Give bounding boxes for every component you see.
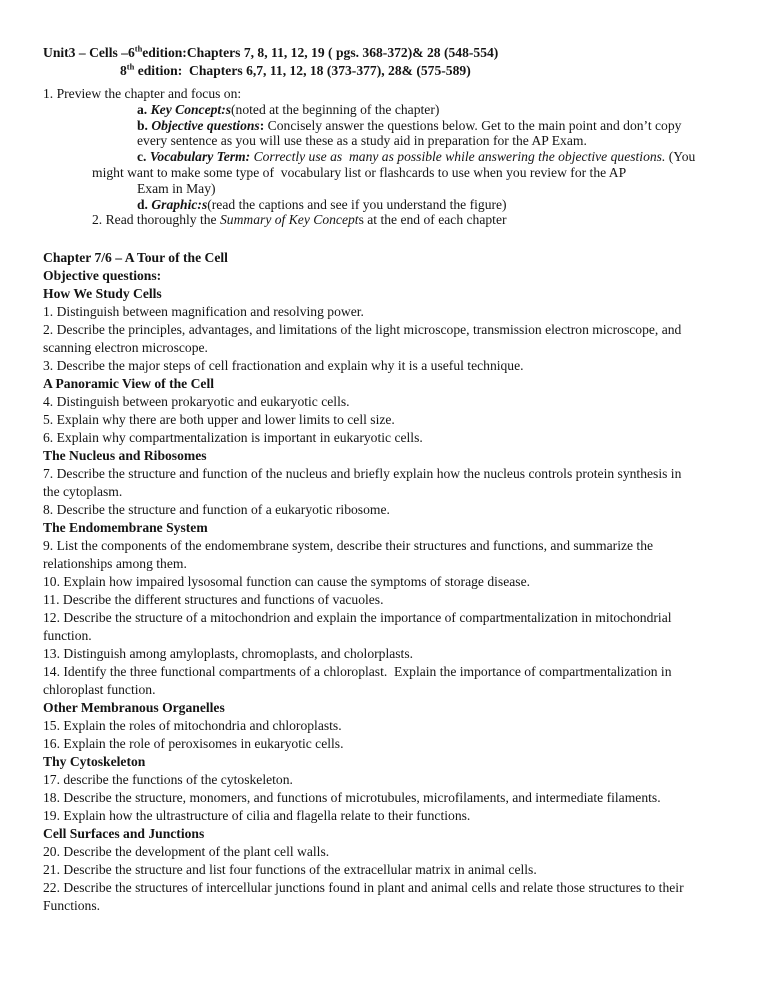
question-line [43,879,744,897]
instruction-1b [137,118,744,134]
text-run: 4. Distinguish between prokaryotic and eukaryotic cells. [43,394,350,410]
question-line [43,357,744,375]
text-run: s at the end of each chapter [358,212,507,228]
instruction-1d [137,197,744,213]
text-run: Thy Cytoskeleton [43,754,146,770]
text-run: edition: Chapters 6,7, 11, 12, 18 (373-377), 28& (575-589) [134,63,471,78]
question-line [43,465,744,483]
question-line-cont [43,483,744,501]
question-line [43,663,744,681]
question-line [43,789,744,807]
question-line-cont [43,627,744,645]
text-run: (read the captions and see if you understand the figure) [207,196,507,212]
text-run: 17. describe the functions of the cytoskeleton. [43,772,293,788]
text-run: 7. Describe the structure and function of the nucleus and briefly explain how the nucleus controls protein synthesis in [43,466,682,482]
text-run: 13. Distinguish among amyloplasts, chromoplasts, and cholorplasts. [43,646,414,662]
text-run: 18. Describe the structure, monomers, and functions of microtubules, microfilaments, and intermediate filaments. [43,790,661,806]
text-run: 15. Explain the roles of mitochondria and chloroplasts. [43,718,342,734]
text-run: Graphic:s [151,196,208,212]
question-line [43,771,744,789]
question-line [43,645,744,663]
text-run: 16. Explain the role of peroxisomes in eukaryotic cells. [43,736,344,752]
text-run: 19. Explain how the ultrastructure of cilia and flagella relate to their functions. [43,808,471,824]
text-run: function. [43,628,92,644]
text-run: 3. Describe the major steps of cell fractionation and explain why it is a useful technique. [43,358,524,374]
text-run: Unit3 – Cells –6 [43,45,135,60]
question-line [43,501,744,519]
text-run: th [126,61,135,72]
text-run: every sentence as you will use these as a study aid in preparation for the AP Exam. [137,133,587,149]
text-run: Summary of Key Concept [220,212,359,228]
text-run: 6. Explain why compartmentalization is important in eukaryotic cells. [43,430,423,446]
text-run: 21. Describe the structure and list four functions of the extracellular matrix in animal cells. [43,862,537,878]
text-run: Chapter 7/6 – A Tour of the Cell [43,250,228,266]
question-line [43,609,744,627]
text-run: chloroplast function. [43,682,156,698]
text-run: Key Concept:s [150,101,232,117]
text-run: Correctly use as many as possible while answering the objective questions. [253,149,666,165]
text-run: 2. Read thoroughly the [92,212,220,228]
text-run: 8 [120,63,127,78]
question-line [43,717,744,735]
section-heading [43,447,744,465]
section-heading [43,825,744,843]
section-heading [43,267,744,285]
text-run: Other Membranous Organelles [43,700,225,716]
instruction-1c-cont2 [137,181,744,197]
question-line-cont [43,897,744,915]
instruction-1c-cont [92,165,744,181]
chapter-heading [43,249,744,267]
unit-title-line-1 [43,44,744,62]
question-line [43,807,744,825]
question-line [43,393,744,411]
text-run: 2. Describe the principles, advantages, and limitations of the light microscope, transmission electron microscope, and [43,322,682,338]
question-line [43,591,744,609]
text-run: Concisely answer the questions below. Get to the main point and don’t copy [267,117,682,133]
question-line [43,429,744,447]
text-run: might want to make some type of vocabulary list or flashcards to use when you review for the AP [92,164,627,180]
text-run: 10. Explain how impaired lysosomal function can cause the symptoms of storage disease. [43,574,530,590]
text-run: th [134,43,143,54]
section-heading [43,375,744,393]
text-run: 12. Describe the structure of a mitochondrion and explain the importance of compartmentalization in mitochondrial [43,610,672,626]
text-run: edition:Chapters 7, 8, 11, 12, 19 ( pgs. 368-372)& 28 (548-554) [142,45,499,60]
instruction-1 [43,86,744,102]
section-heading [43,519,744,537]
section-heading [43,699,744,717]
question-line [43,321,744,339]
question-line-cont [43,555,744,573]
instruction-2 [92,212,744,228]
text-run: How We Study Cells [43,286,162,302]
text-run: The Endomembrane System [43,520,208,536]
instruction-1b-cont [137,133,744,149]
text-run: 1. Distinguish between magnification and resolving power. [43,304,364,320]
text-run: 11. Describe the different structures and functions of vacuoles. [43,592,384,608]
question-line [43,537,744,555]
text-run: (noted at the beginning of the chapter) [231,101,440,117]
question-line [43,843,744,861]
text-run: 5. Explain why there are both upper and lower limits to cell size. [43,412,395,428]
text-run: A Panoramic View of the Cell [43,376,215,392]
text-run: Vocabulary Term: [149,149,254,165]
text-run: scanning electron microscope. [43,340,208,356]
text-run: 20. Describe the development of the plant cell walls. [43,844,330,860]
text-run: b. [137,117,152,133]
text-run: Functions. [43,898,101,914]
spacer [43,228,744,249]
unit-title-line-2 [120,62,744,80]
text-run: 14. Identify the three functional compartments of a chloroplast. Explain the importance of compartmentalization in [43,664,672,680]
text-run: The Nucleus and Ribosomes [43,448,207,464]
question-line [43,735,744,753]
text-run: c. [137,149,150,165]
text-run: Objective questions [151,117,260,133]
section-heading [43,753,744,771]
text-run: (You [665,149,696,165]
text-run: a. [137,101,151,117]
text-run: Objective questions: [43,268,162,284]
text-run: 22. Describe the structures of intercellular junctions found in plant and animal cells and relate those structures to their [43,880,684,896]
text-run: : [259,117,268,133]
instruction-1c [137,149,744,165]
text-run: 1. Preview the chapter and focus on: [43,86,242,101]
question-line-cont [43,339,744,357]
question-line [43,303,744,321]
text-run: the cytoplasm. [43,484,123,500]
question-line [43,411,744,429]
text-run: 8. Describe the structure and function of a eukaryotic ribosome. [43,502,390,518]
text-run: Cell Surfaces and Junctions [43,826,205,842]
question-line [43,573,744,591]
question-line-cont [43,681,744,699]
text-run: 9. List the components of the endomembrane system, describe their structures and functions, and summarize the [43,538,654,554]
text-run: d. [137,196,152,212]
section-heading [43,285,744,303]
question-line [43,861,744,879]
text-run: relationships among them. [43,556,187,572]
instruction-1a [137,102,744,118]
text-run: Exam in May) [137,180,216,196]
